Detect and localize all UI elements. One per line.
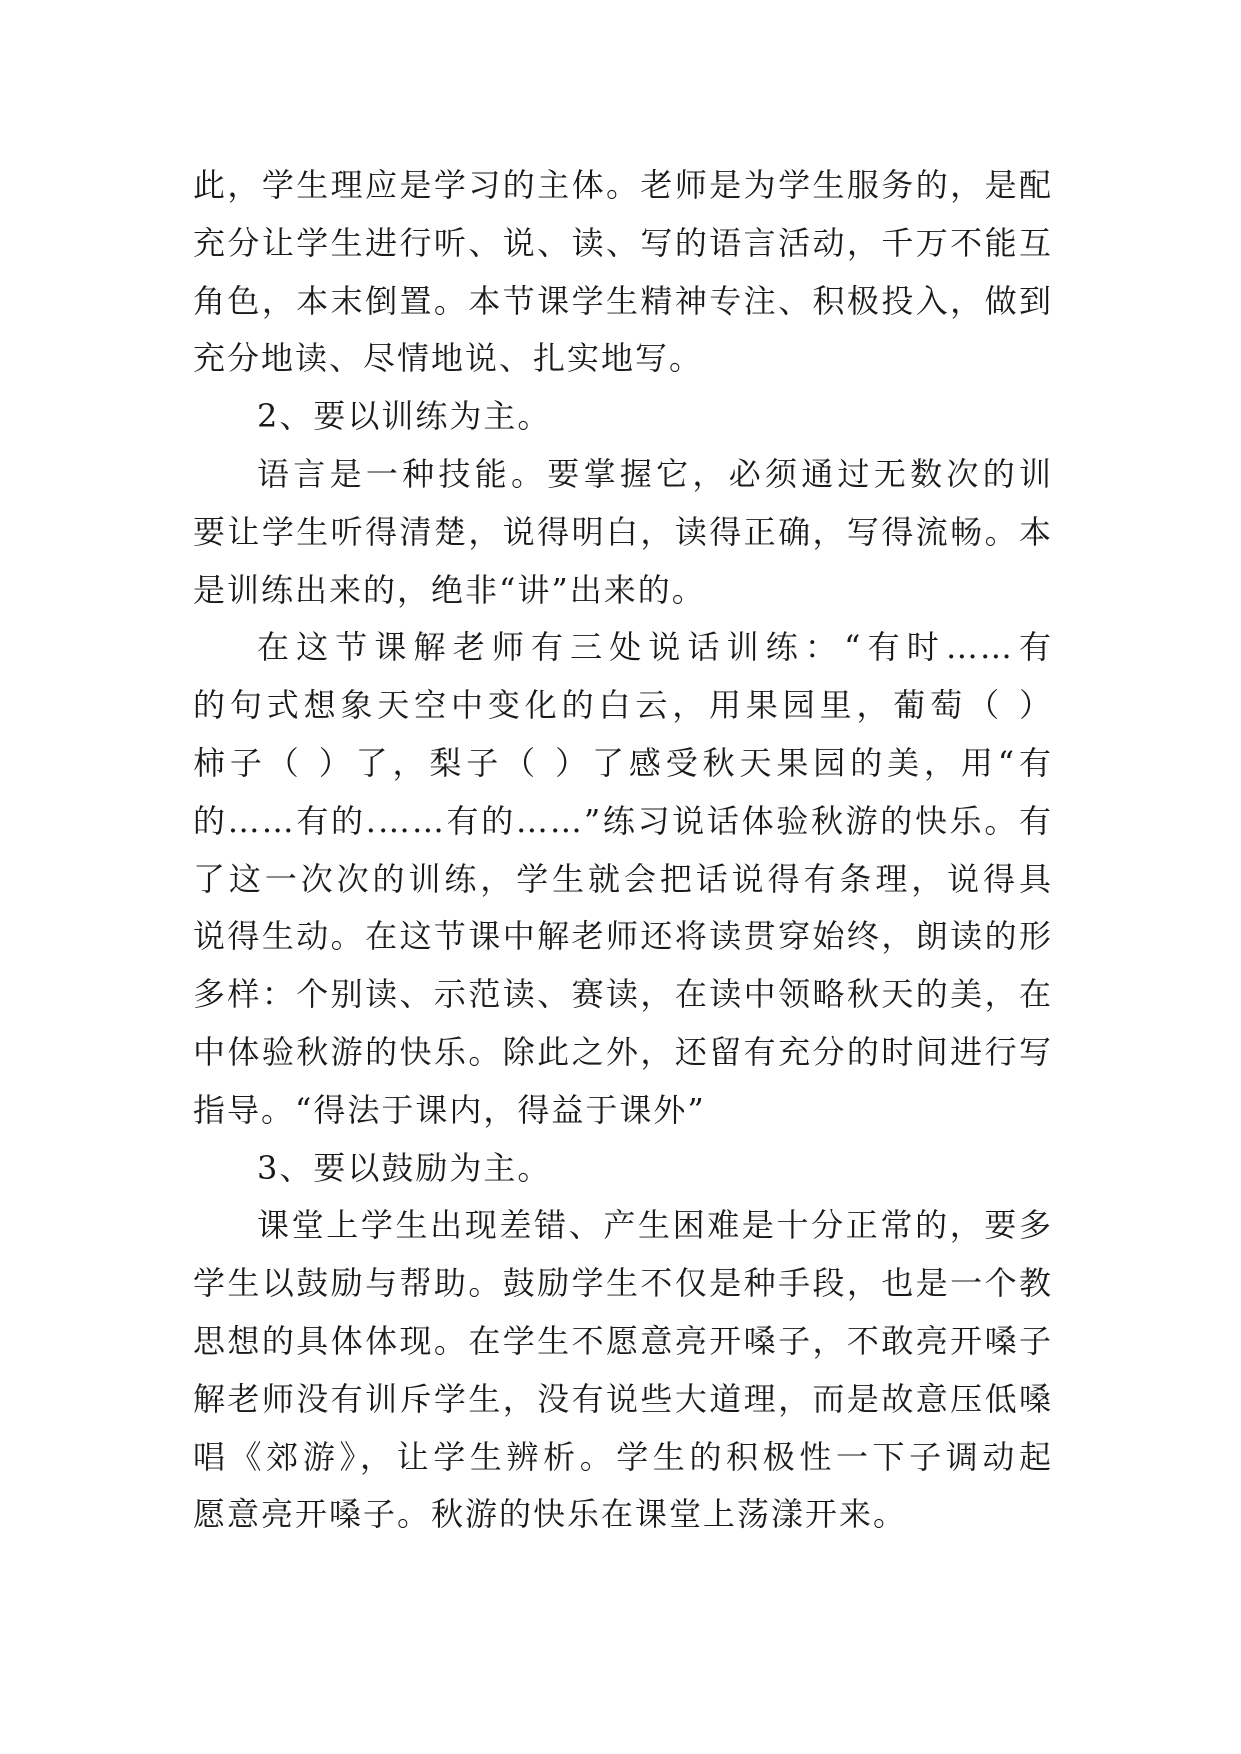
text-line: 是训练出来的，绝非“讲”出来的。 <box>193 570 706 609</box>
text-line: 充分让学生进行听、说、读、写的语言活动，千万不能互 <box>193 223 1053 262</box>
text-line: 愿意亮开嗓子。秋游的快乐在课堂上荡漾开来。 <box>193 1495 908 1534</box>
text-line: 3、要以鼓励为主。 <box>257 1148 552 1187</box>
text-line: 解老师没有训斥学生，没有说些大道理，而是故意压低嗓 <box>193 1379 1053 1418</box>
text-line: 多样：个别读、示范读、赛读，在读中领略秋天的美，在 <box>193 975 1053 1014</box>
text-line: 此，学生理应是学习的主体。老师是为学生服务的，是配 <box>193 166 1053 204</box>
text-line: 语言是一种技能。要掌握它，必须通过无数次的训 <box>257 454 1053 493</box>
text-line: 的句式想象天空中变化的白云，用果园里，葡萄（ ） <box>193 686 1053 725</box>
text-line: 课堂上学生出现差错、产生困难是十分正常的，要多 <box>257 1206 1053 1245</box>
text-line: 唱《郊游》，让学生辨析。学生的积极性一下子调动起 <box>193 1437 1053 1476</box>
text-line: 2、要以训练为主。 <box>257 397 552 436</box>
text-line: 充分地读、尽情地说、扎实地写。 <box>193 339 704 378</box>
text-line: 指导。“得法于课内，得益于课外” <box>193 1090 706 1129</box>
text-line: 思想的具体体现。在学生不愿意亮开嗓子，不敢亮开嗓子 <box>193 1321 1053 1360</box>
text-line: 中体验秋游的快乐。除此之外，还留有充分的时间进行写 <box>193 1032 1053 1071</box>
text-line: 要让学生听得清楚，说得明白，读得正确，写得流畅。本 <box>193 512 1053 551</box>
text-line: 角色，本末倒置。本节课学生精神专注、积极投入，做到 <box>193 281 1053 320</box>
text-line: 的……有的.……有的……”练习说话体验秋游的快乐。有 <box>193 801 1053 840</box>
text-line: 在这节课解老师有三处说话训练：“有时……有 <box>257 628 1053 667</box>
text-line: 学生以鼓励与帮助。鼓励学生不仅是种手段，也是一个教 <box>193 1264 1053 1303</box>
text-line: 了这一次次的训练，学生就会把话说得有条理，说得具 <box>193 859 1053 898</box>
text-line: 柿子（ ）了，梨子（ ）了感受秋天果园的美，用“有 <box>193 743 1053 782</box>
body-text <box>193 157 1053 1544</box>
text-line: 说得生动。在这节课中解老师还将读贯穿始终，朗读的形 <box>193 917 1053 956</box>
